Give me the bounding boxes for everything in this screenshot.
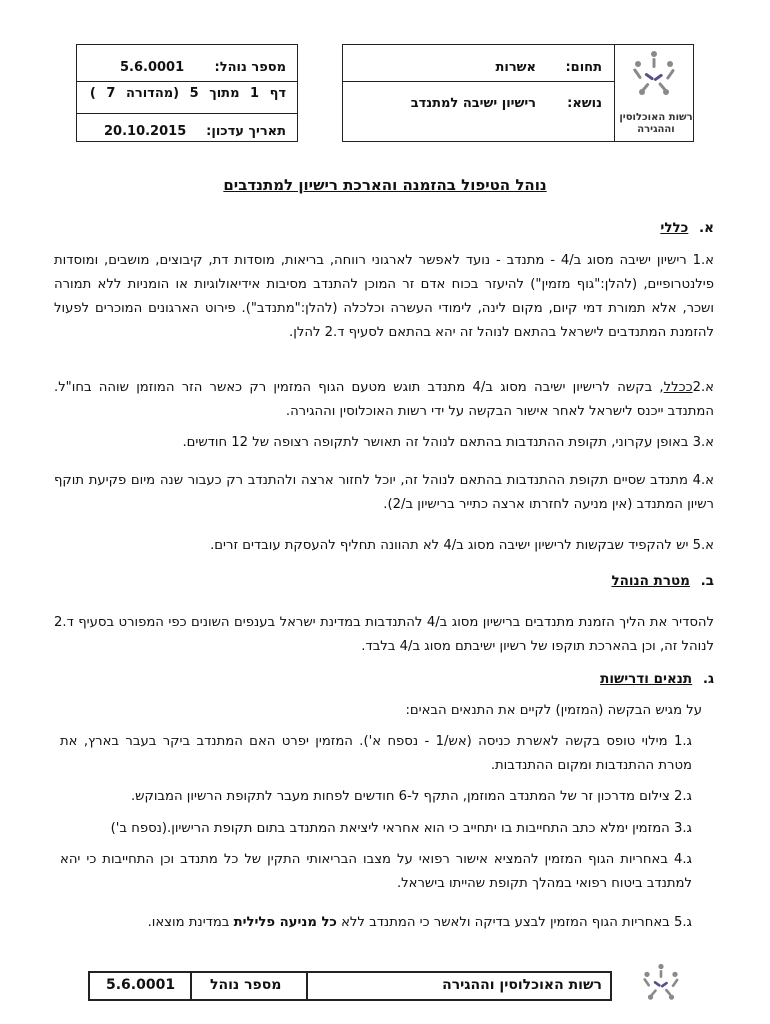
section-c-letter: ג.	[702, 671, 714, 687]
paragraph-c-intro: על מגיש הבקשה (המזמין) לקיים את התנאים הבאים:	[405, 703, 702, 718]
procedure-value: 5.6.0001	[120, 60, 185, 75]
paragraph-c5-text-b: במדינת מוצאו.	[147, 915, 234, 930]
updated-label: תאריך עדכון:	[206, 124, 286, 139]
section-a-letter: א.	[699, 220, 714, 236]
footer-org-name: רשות האוכלוסין וההגירה	[442, 977, 602, 993]
footer-logo-icon	[640, 962, 682, 1006]
paragraph-c4: ג.4 באחריות הגוף המזמין להמציא אישור רפואי על מצבו הבריאותי התקין של כל מתנדב וכן התחייבות כי יהא למתנדב ביטוח רפואי במהלך תקופת שהייתו בישראל.	[60, 852, 692, 891]
paragraph-a1: א.1 רישיון ישיבה מסוג ב/4 - מתנדב - נועד לאפשר לארגוני רווחה, בריאות, מוסדות דת, קיבוצים, מושבים, ומוסדות פילנטרופיים, (להלן:"גוף מזמין") להיעזר בכוח אדם זר המוכן להתנדב מסיבות אידיאולוגיות או הומניות ללא תמורה ושכר, אלא תמורת דמי קיום, מקום לינה, לימודי העשרה וכלכלה (להלן:"מתנדב"). פירוט הארגונים המוכרים לפעול להזמנת המתנדבים לישראל בהתאם לנוהל זה יהא בהתאם לסעיף ד.2 להלן.	[54, 253, 714, 340]
logo-org-name: רשות האוכלוסין וההגירה	[619, 112, 693, 135]
footer-divider-1	[190, 971, 192, 1001]
footer-procedure-value: 5.6.0001	[106, 977, 176, 993]
procedure-label: מספר נוהל:	[214, 60, 286, 75]
subject-box-row-divider	[342, 81, 614, 82]
document-title: נוהל הטיפול בהזמנה והארכת רישיון למתנדבים	[223, 176, 547, 194]
section-b-title: מטרת הנוהל	[611, 573, 690, 589]
subject-value: רישיון ישיבה למתנדב	[410, 96, 536, 111]
domain-label: תחום:	[565, 60, 602, 75]
paragraph-a5: א.5 יש להקפיד שבקשות לרישיון ישיבה מסוג ב/4 לא תהוונה תחליף להעסקת עובדים זרים.	[210, 538, 714, 553]
procedure-info-divider-1	[76, 81, 298, 82]
footer-procedure-label: מספר נוהל	[210, 977, 282, 993]
procedure-info-divider-2	[76, 113, 298, 114]
paragraph-c2: ג.2 צילום מדרכון זר של המתנדב המוזמן, התקף ל-6 חודשים לפחות מעבר לתקופת הרשיון המבוקש.	[130, 789, 692, 804]
subject-label: נושא:	[567, 96, 602, 111]
section-a-heading	[660, 220, 714, 236]
paragraph-a3: א.3 באופן עקרוני, תקופת ההתנדבות בהתאם לנוהל זה תאושר לתקופה רצופה של 12 חודשים.	[182, 435, 714, 450]
paragraph-a2-text: , בקשה לרישיון ישיבה מסוג ב/4 מתנדב תוגש מטעם הגוף המזמין רק כאשר הזר המוזמן שוהה בחו"ל. המתנדב ייכנס לישראל לאחר אישור הבקשה על ידי רשות האוכלוסין וההגירה.	[54, 380, 714, 419]
section-b-letter: ב.	[700, 573, 714, 589]
paragraph-c3: ג.3 המזמין ימלא כתב התחייבות בו יתחייב כי הוא אחראי ליציאת המתנדב בתום תקופת הרישיון.(נספח ב')	[110, 821, 692, 836]
updated-value: 20.10.2015	[104, 124, 187, 139]
paragraph-c5	[60, 911, 692, 935]
paragraph-c5-text-a: ג.5 באחריות הגוף המזמין לבצע בדיקה ולאשר כי המתנדב ללא	[336, 915, 692, 930]
paragraph-a2-number: א.2	[692, 380, 714, 395]
section-c-title: תנאים ודרישות	[600, 671, 693, 687]
page-indicator: דף 1 מתוך 5 (מהדורה 7 )	[89, 86, 286, 101]
paragraph-b: להסדיר את הליך הזמנת מתנדבים ברישיון מסוג ב/4 להתנדבות במדינת ישראל בענפים השונים כפי המפורט בסעיף ד.2 לנוהל זה, וכן בהארכת תוקפו של רשיון ישיבתם מסוג ב/4 בלבד.	[54, 615, 714, 654]
paragraph-a2	[54, 376, 714, 424]
domain-value: אשרות	[495, 60, 536, 75]
section-b-heading	[611, 573, 714, 589]
paragraph-a4: א.4 מתנדב שסיים תקופת ההתנדבות בהתאם לנוהל זה, יוכל לחזור ארצה ולהתנדב רק כעבור שנה מיום פקיעת תוקף רשיון המתנדב (אין מניעה לחזרתו ארצה כתייר ברישיון ב/2).	[54, 473, 714, 512]
paragraph-a2-underlined: ככלל	[663, 380, 693, 395]
paragraph-c1: ג.1 מילוי טופס בקשה לאשרת כניסה (אש/1 - נספח א'). המזמין יפרט האם המתנדב ביקר בעבר בארץ, את מטרת ההתנדבות ומקום ההתנדבות.	[60, 734, 692, 773]
paragraph-c5-bold: כל מניעה פלילית	[233, 915, 337, 930]
subject-box-logo-divider	[614, 44, 615, 142]
section-c-heading	[600, 671, 714, 687]
section-a-title: כללי	[660, 220, 689, 236]
people-circle-logo-icon	[630, 48, 678, 106]
footer-divider-2	[306, 971, 308, 1001]
